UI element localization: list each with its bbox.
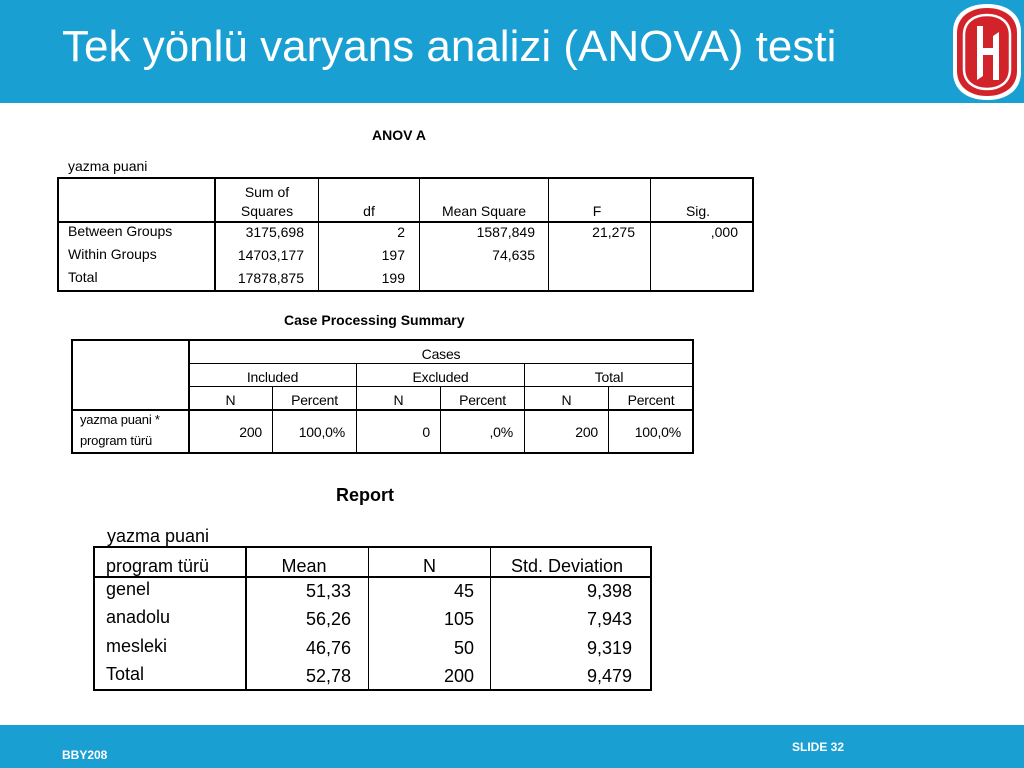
anova-header-ms: Mean Square: [441, 203, 527, 219]
anova-cell-sig: ,000: [710, 224, 738, 240]
report-cell-mean: 51,33: [305, 581, 351, 601]
footer-course-code: BBY208: [62, 748, 108, 762]
footer-band: [0, 725, 1024, 768]
case-row-label: yazma puani *: [80, 412, 160, 427]
anova-header-sig: Sig.: [685, 203, 711, 219]
case-summary-title: Case Processing Summary: [284, 312, 465, 328]
anova-row-label: Within Groups: [68, 246, 157, 262]
report-row-group: anadolu: [106, 607, 171, 627]
anova-title: ANOV A: [372, 127, 426, 143]
report-title: Report: [336, 485, 394, 505]
footer-slide-number: SLIDE 32: [792, 740, 845, 754]
hacettepe-h-logo-icon: [951, 2, 1023, 102]
report-cell-mean: 52,78: [305, 666, 351, 686]
report-cell-n: 200: [443, 666, 474, 686]
case-header-cases: Cases: [421, 346, 461, 362]
case-row-label: program türü: [80, 433, 153, 448]
case-cell: 100,0%: [298, 424, 345, 440]
report-cell-n: 50: [453, 638, 474, 658]
slide-title: Tek yönlü varyans analizi (ANOVA) testi: [62, 22, 837, 71]
case-header-total: Total: [594, 369, 624, 385]
anova-cell-ms: 1587,849: [476, 224, 535, 240]
anova-cell-df: 199: [381, 270, 405, 286]
case-header-percent: Percent: [459, 392, 506, 408]
report-cell-sd: 9,479: [586, 666, 632, 686]
anova-header-df: df: [363, 203, 375, 219]
case-cell: ,0%: [489, 424, 513, 440]
anova-header-ss: Squares: [240, 203, 294, 219]
report-cell-sd: 9,319: [586, 638, 632, 658]
report-row-group: Total: [106, 664, 145, 684]
case-header-n: N: [393, 392, 404, 408]
report-header-mean: Mean: [281, 556, 327, 576]
anova-cell-ss: 14703,177: [237, 247, 304, 263]
anova-cell-df: 197: [381, 247, 405, 263]
anova-row-label: Total: [68, 269, 98, 285]
anova-cell-df: 2: [397, 224, 405, 240]
report-header-n: N: [423, 556, 436, 576]
anova-variable-label: yazma puani: [68, 158, 148, 174]
anova-cell-ss: 3175,698: [245, 224, 304, 240]
report-cell-sd: 9,398: [586, 581, 632, 601]
case-header-percent: Percent: [291, 392, 338, 408]
case-cell: 0: [422, 424, 430, 440]
case-header-divider: [71, 409, 694, 411]
case-header-percent: Percent: [627, 392, 675, 408]
report-cell-mean: 46,76: [305, 638, 351, 658]
anova-header-f: F: [592, 203, 602, 219]
report-cell-sd: 7,943: [586, 609, 632, 629]
anova-cell-f: 21,275: [592, 224, 635, 240]
case-header-n: N: [225, 392, 236, 408]
report-cell-n: 105: [443, 609, 474, 629]
report-header-group: program türü: [106, 556, 210, 576]
report-header-sd: Std. Deviation: [510, 556, 624, 576]
case-divider: [189, 363, 693, 364]
case-divider: [189, 386, 693, 387]
report-cell-mean: 56,26: [305, 609, 351, 629]
anova-cell-ss: 17878,875: [237, 270, 304, 286]
report-row-group: mesleki: [106, 636, 168, 656]
case-header-excluded: Excluded: [412, 369, 469, 385]
anova-header-ss: Sum of: [244, 184, 290, 200]
report-row-group: genel: [106, 579, 151, 599]
anova-cell-ms: 74,635: [492, 247, 535, 263]
case-header-n: N: [561, 392, 572, 408]
case-cell: 100,0%: [634, 424, 681, 440]
anova-row-label: Between Groups: [68, 223, 173, 239]
case-header-included: Included: [246, 369, 299, 385]
report-variable-label: yazma puani: [107, 526, 210, 546]
case-cell: 200: [239, 424, 262, 440]
report-cell-n: 45: [453, 581, 474, 601]
case-cell: 200: [575, 424, 598, 440]
